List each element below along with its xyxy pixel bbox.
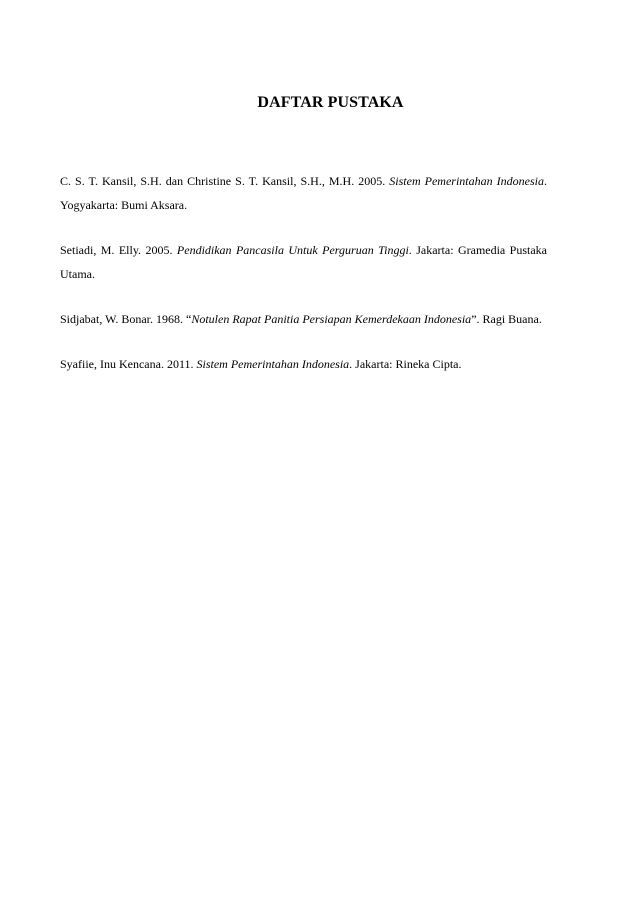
reference-list <box>60 169 547 376</box>
reference-publisher: ”. Ragi Buana. <box>471 312 542 326</box>
reference-book-title: Sistem Pemerintahan Indonesia <box>196 357 350 371</box>
reference-publisher: . Yogyakarta: Bumi Aksara. <box>60 174 547 212</box>
reference-text: Sidjabat, W. Bonar. 1968. “ <box>60 312 192 326</box>
reference-book-title: Pendidikan Pancasila Untuk Perguruan Tinggi <box>176 243 409 257</box>
page-title: DAFTAR PUSTAKA <box>257 94 404 111</box>
reference-book-title: Notulen Rapat Panitia Persiapan Kemerdekaan Indonesia <box>191 312 472 326</box>
reference-item <box>60 307 547 331</box>
reference-text: Syafiie, Inu Kencana. 2011. <box>60 357 197 371</box>
reference-book-title: Sistem Pemerintahan Indonesia <box>389 174 544 188</box>
reference-text: C. S. T. Kansil, S.H. dan Christine S. T. Kansil, S.H., M.H. 2005. <box>60 174 390 188</box>
reference-item <box>60 352 547 376</box>
reference-text: Setiadi, M. Elly. 2005. <box>60 243 177 257</box>
reference-publisher: . Jakarta: Rineka Cipta. <box>349 357 462 371</box>
reference-publisher: . Jakarta: Gramedia Pustaka Utama. <box>60 243 548 281</box>
reference-item <box>60 169 547 217</box>
reference-item <box>60 238 547 286</box>
